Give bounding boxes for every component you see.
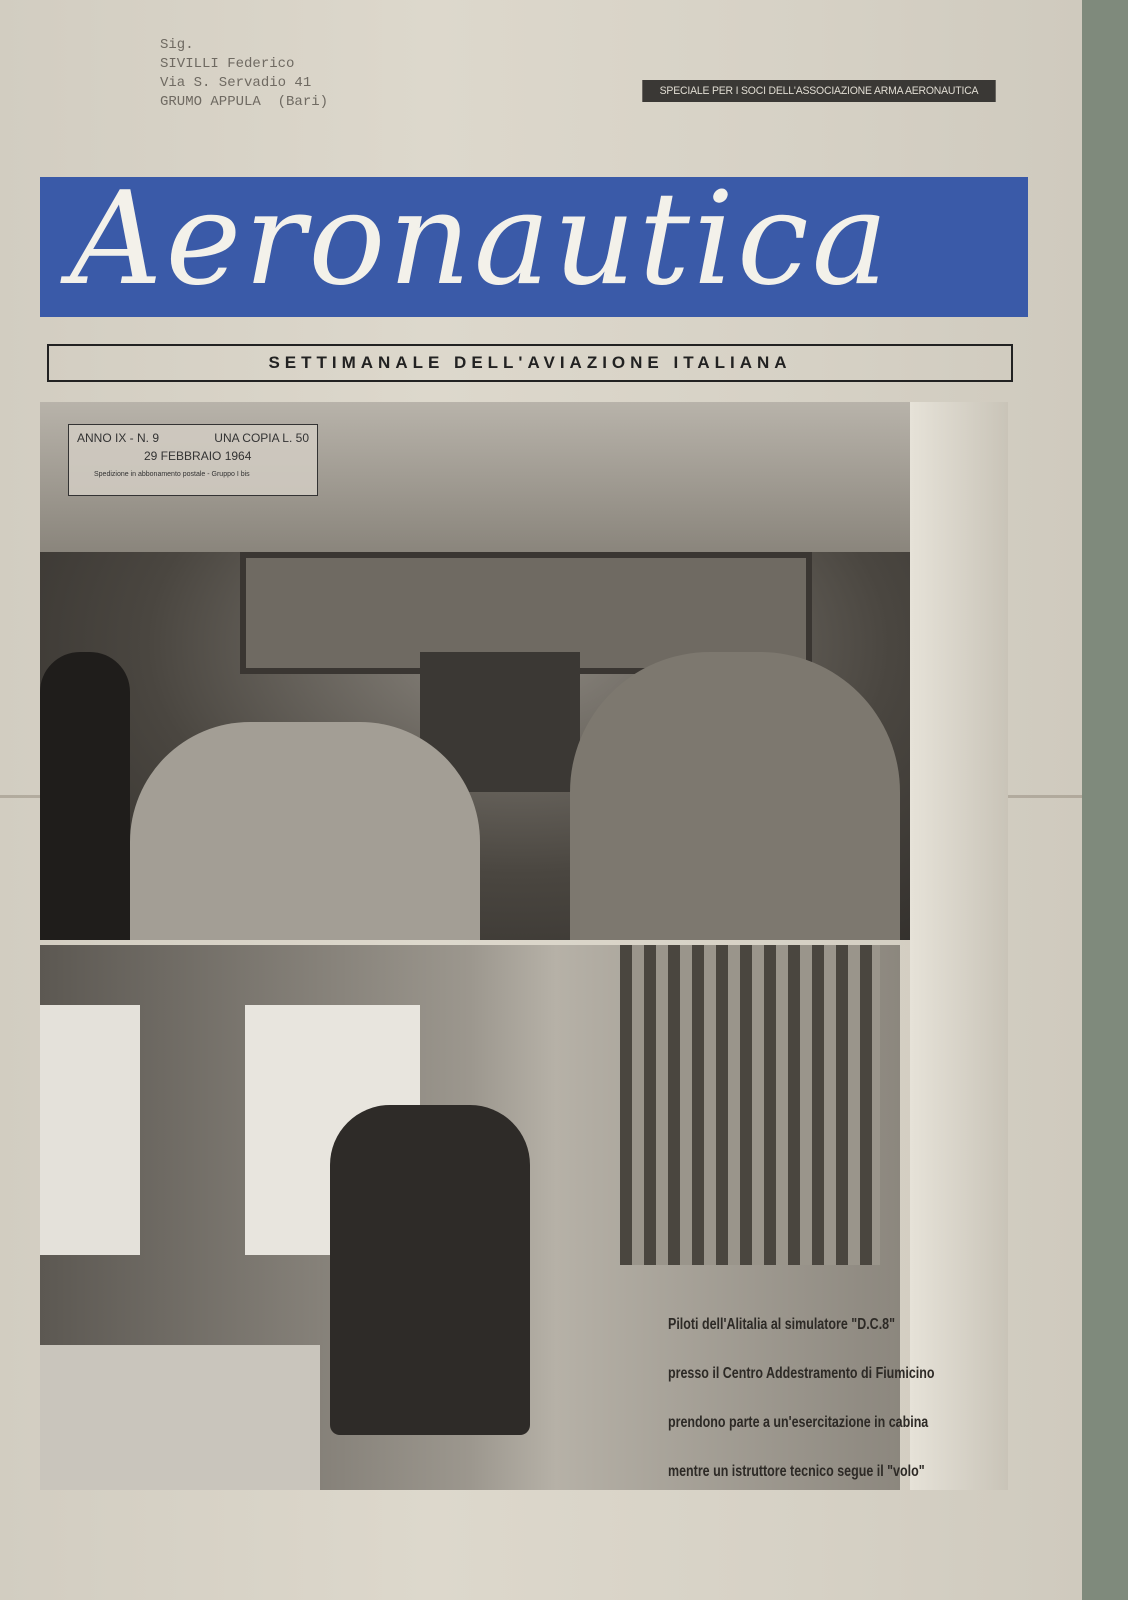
caption-line: mentre un istruttore tecnico segue il "volo"	[668, 1463, 925, 1480]
issue-number: ANNO IX - N. 9	[77, 431, 160, 445]
caption-line: prendono parte a un'esercitazione in cabina	[668, 1414, 929, 1431]
person-center	[130, 722, 480, 940]
instructor	[330, 1105, 530, 1435]
address-line: Sig.	[160, 37, 194, 53]
issue-price: UNA COPIA L. 50	[214, 431, 309, 445]
person-right	[570, 652, 900, 940]
address-label	[160, 36, 328, 112]
desk	[40, 1345, 320, 1490]
masthead-subtitle: SETTIMANALE DELL'AVIAZIONE ITALIANA	[47, 344, 1013, 382]
issue-info-box	[68, 424, 318, 496]
photo-caption	[668, 1300, 1011, 1496]
control-panel-wall	[620, 945, 880, 1265]
caption-line: Piloti dell'Alitalia al simulatore "D.C.8"	[668, 1316, 896, 1333]
address-line: GRUMO APPULA (Bari)	[160, 94, 329, 110]
person-left	[40, 652, 130, 940]
special-banner: SPECIALE PER I SOCI DELL'ASSOCIAZIONE ARMA AERONAUTICA	[642, 80, 995, 102]
postal-note: Spedizione in abbonamento postale - Gruppo I bis	[94, 471, 250, 478]
issue-date: 29 FEBBRAIO 1964	[144, 449, 252, 463]
address-line: Via S. Servadio 41	[160, 75, 312, 91]
masthead	[40, 165, 1028, 317]
screen-left	[40, 1005, 140, 1255]
address-line: SIVILLI Federico	[160, 56, 295, 72]
caption-line: presso il Centro Addestramento di Fiumicino	[668, 1365, 935, 1382]
masthead-title: Aeronautica	[70, 165, 891, 314]
